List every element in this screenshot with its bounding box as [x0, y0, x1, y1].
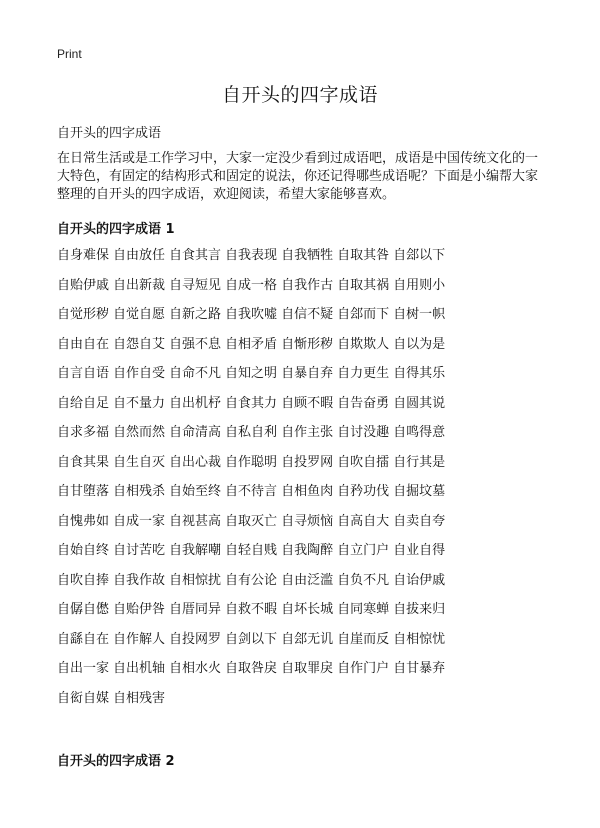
idiom-item: 自怨自艾	[113, 336, 166, 352]
idiom-item: 自矜功伐	[337, 484, 390, 499]
idiom-item: 自衒自媒	[57, 690, 110, 706]
idiom-item: 自食其果	[57, 454, 110, 470]
idiom-item: 自出一家	[57, 661, 110, 676]
idiom-item: 自得其乐	[393, 366, 446, 381]
idiom-item: 自诒伊戚	[393, 572, 446, 588]
section-heading-1: 自开头的四字成语 1	[57, 222, 175, 237]
idiom-item: 自欺欺人	[337, 336, 390, 352]
idiom-row	[57, 305, 557, 335]
idiom-list	[57, 246, 557, 718]
idiom-item: 自求多福	[57, 425, 110, 440]
idiom-item: 自吹自捧	[57, 572, 110, 588]
idiom-item: 自郐而下	[337, 307, 390, 322]
idiom-item: 自立门户	[337, 543, 390, 558]
idiom-item: 自作解人	[113, 631, 166, 647]
idiom-item: 自作主张	[281, 425, 334, 440]
idiom-item: 自相矛盾	[225, 336, 278, 352]
idiom-item: 自掘坟墓	[393, 484, 446, 499]
idiom-item: 自相水火	[169, 661, 222, 676]
idiom-item: 自甘暴弃	[393, 661, 446, 676]
idiom-item: 自我吹嘘	[225, 307, 278, 322]
idiom-item: 自成一家	[113, 513, 166, 529]
idiom-item: 自食其言	[169, 248, 222, 263]
idiom-row	[57, 364, 557, 394]
idiom-item: 自我陶醉	[281, 543, 334, 558]
idiom-row	[57, 482, 557, 512]
idiom-item: 自由放任	[113, 248, 166, 263]
idiom-item: 自出心裁	[169, 454, 222, 470]
idiom-item: 自相残杀	[113, 484, 166, 499]
idiom-item: 自作自受	[113, 366, 166, 381]
idiom-item: 自惭形秽	[281, 336, 334, 352]
idiom-item: 自取灭亡	[225, 513, 278, 529]
idiom-item: 自郐无讥	[281, 631, 334, 647]
idiom-row	[57, 423, 557, 453]
idiom-item: 自贻伊戚	[57, 277, 110, 293]
idiom-row	[57, 689, 557, 719]
idiom-item: 自繇自在	[57, 631, 110, 647]
idiom-item: 自出机轴	[113, 661, 166, 676]
idiom-item: 自鸣得意	[393, 425, 446, 440]
idiom-item: 自行其是	[393, 454, 446, 470]
idiom-item: 自取罪戾	[281, 661, 334, 676]
idiom-row	[57, 600, 557, 630]
idiom-item: 自我表现	[225, 248, 278, 263]
idiom-item: 自相鱼肉	[281, 484, 334, 499]
idiom-item: 自轻自贱	[225, 543, 278, 558]
idiom-item: 自新之路	[169, 307, 222, 322]
idiom-item: 自出新裁	[113, 277, 166, 293]
idiom-row	[57, 630, 557, 660]
idiom-item: 自知之明	[225, 366, 278, 381]
idiom-item: 自投罗网	[281, 454, 334, 470]
idiom-item: 自讨没趣	[337, 425, 390, 440]
idiom-row	[57, 541, 557, 571]
idiom-item: 自崖而反	[337, 631, 390, 647]
page-title: 自开头的四字成语	[221, 84, 378, 106]
idiom-row	[57, 335, 557, 365]
idiom-item: 自信不疑	[281, 307, 334, 322]
idiom-item: 自顾不暇	[281, 395, 334, 411]
idiom-item: 自食其力	[225, 395, 278, 411]
idiom-item: 自始至终	[169, 484, 222, 499]
idiom-item: 自圆其说	[393, 395, 446, 411]
idiom-item: 自取其祸	[337, 277, 390, 293]
idiom-item: 自然而然	[113, 425, 166, 440]
idiom-item: 自投网罗	[169, 631, 222, 647]
idiom-item: 自相残害	[113, 690, 166, 706]
idiom-item: 自私自利	[225, 425, 278, 440]
idiom-item: 自觉形秽	[57, 307, 110, 322]
idiom-item: 自出机杼	[169, 395, 222, 411]
idiom-item: 自相惊扰	[169, 572, 222, 588]
idiom-item: 自取其咎	[337, 248, 390, 263]
idiom-item: 自言自语	[57, 366, 110, 381]
idiom-item: 自视甚高	[169, 513, 222, 529]
idiom-item: 自告奋勇	[337, 395, 390, 411]
idiom-row	[57, 512, 557, 542]
idiom-item: 自生自灭	[113, 454, 166, 470]
idiom-item: 自由自在	[57, 336, 110, 352]
idiom-row	[57, 571, 557, 601]
idiom-item: 自命清高	[169, 425, 222, 440]
idiom-item: 自愧弗如	[57, 513, 110, 529]
idiom-row	[57, 246, 557, 276]
idiom-item: 自同寒蝉	[337, 602, 390, 617]
idiom-item: 自僝自僽	[57, 602, 110, 617]
idiom-item: 自以为是	[393, 336, 446, 352]
idiom-item: 自取咎戾	[225, 661, 278, 676]
intro-paragraph: 在日常生活或是工作学习中，大家一定没少看到过成语吧，成语是中国传统文化的一大特色，有固定的结构形式和固定的说法，你还记得哪些成语呢？下面是小编帮大家整理的自开头的四字成语，欢迎阅读，希望大家能够喜欢。	[57, 151, 539, 202]
idiom-item: 自讨苦吃	[113, 543, 166, 558]
idiom-item: 自剑以下	[225, 631, 278, 647]
idiom-item: 自吹自擂	[337, 454, 390, 470]
idiom-item: 自我牺牲	[281, 248, 334, 263]
idiom-item: 自暴自弃	[281, 366, 334, 381]
idiom-item: 自寻短见	[169, 277, 222, 293]
section-heading-2: 自开头的四字成语 2	[57, 754, 175, 769]
idiom-item: 自高自大	[337, 513, 390, 529]
idiom-item: 自作聪明	[225, 454, 278, 470]
idiom-item: 自强不息	[169, 336, 222, 352]
idiom-item: 自业自得	[393, 543, 446, 558]
idiom-row	[57, 659, 557, 689]
idiom-item: 自我作古	[281, 277, 334, 293]
idiom-item: 自作门户	[337, 661, 390, 676]
idiom-item: 自由泛滥	[281, 572, 334, 588]
idiom-item: 自卖自夸	[393, 513, 446, 529]
idiom-item: 自负不凡	[337, 572, 390, 588]
idiom-item: 自用则小	[393, 277, 446, 293]
idiom-row	[57, 394, 557, 424]
idiom-item: 自相惊忧	[393, 631, 446, 647]
idiom-item: 自树一帜	[393, 307, 446, 322]
idiom-row	[57, 453, 557, 483]
idiom-item: 自给自足	[57, 395, 110, 411]
idiom-item: 自力更生	[337, 366, 390, 381]
idiom-item: 自身难保	[57, 248, 110, 263]
idiom-item: 自有公论	[225, 572, 278, 588]
print-label[interactable]: Print	[57, 47, 82, 61]
idiom-item: 自不量力	[113, 395, 166, 411]
idiom-item: 自拔来归	[393, 602, 446, 617]
idiom-item: 自我解嘲	[169, 543, 222, 558]
idiom-item: 自始自终	[57, 543, 110, 558]
idiom-item: 自厝同异	[169, 602, 222, 617]
idiom-item: 自成一格	[225, 277, 278, 293]
idiom-item: 自贻伊咎	[113, 602, 166, 617]
idiom-row	[57, 276, 557, 306]
idiom-item: 自郐以下	[393, 248, 446, 263]
idiom-item: 自坏长城	[281, 602, 334, 617]
idiom-item: 自我作故	[113, 572, 166, 588]
idiom-item: 自寻烦恼	[281, 513, 334, 529]
idiom-item: 自觉自愿	[113, 307, 166, 322]
idiom-item: 自不待言	[225, 484, 278, 499]
document-subtitle: 自开头的四字成语	[57, 126, 162, 141]
idiom-item: 自救不暇	[225, 602, 278, 617]
idiom-item: 自命不凡	[169, 366, 222, 381]
idiom-item: 自甘堕落	[57, 484, 110, 499]
